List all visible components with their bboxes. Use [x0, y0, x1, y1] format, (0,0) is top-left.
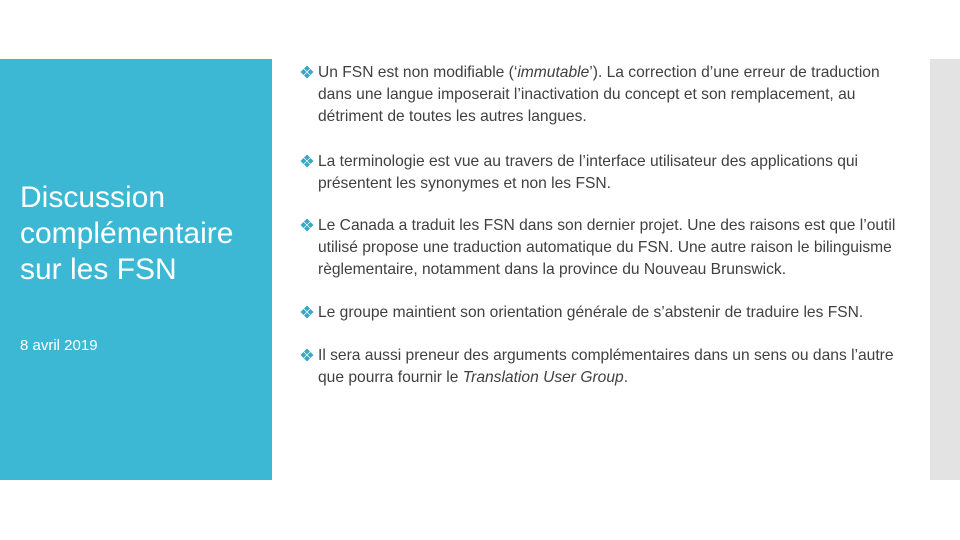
bullet-text: Un FSN est non modifiable (‘immutable’). La correction d’une erreur de traduction dans une langue imposerait l’inactivation du concept et son remplacement, au détriment de toutes les autres langues. — [318, 64, 880, 125]
slide-title: Discussion complémentaire sur les FSN — [20, 181, 234, 286]
bullet-text: La terminologie est vue au travers de l’interface utilisateur des applications qui présentent les synonymes et non les FSN. — [318, 153, 859, 192]
bullet-item — [300, 62, 910, 128]
diamond-bullet-icon — [300, 154, 314, 168]
slide-date: 8 avril 2019 — [20, 337, 98, 354]
bullet-item — [300, 345, 910, 389]
right-decorative-strip — [930, 59, 960, 480]
bullet-text: Le groupe maintient son orientation générale de s’abstenir de traduire les FSN. — [318, 304, 864, 321]
bullet-text: Le Canada a traduit les FSN dans son dernier projet. Une des raisons est que l’outil utilisé propose une traduction automatique du FSN. Une autre raison le bilinguisme règlementaire, notamment dans la province du Nouveau Brunswick. — [318, 217, 896, 278]
diamond-bullet-icon — [300, 348, 314, 362]
diamond-bullet-icon — [300, 65, 314, 79]
bullet-item — [300, 302, 910, 324]
diamond-bullet-icon — [300, 218, 314, 232]
bullet-text: Il sera aussi preneur des arguments complémentaires dans un sens ou dans l’autre que pourra fournir le Translation User Group. — [318, 347, 894, 386]
diamond-bullet-icon — [300, 305, 314, 319]
bullet-item — [300, 215, 910, 281]
bullet-item — [300, 151, 910, 195]
bullet-list — [300, 62, 910, 389]
